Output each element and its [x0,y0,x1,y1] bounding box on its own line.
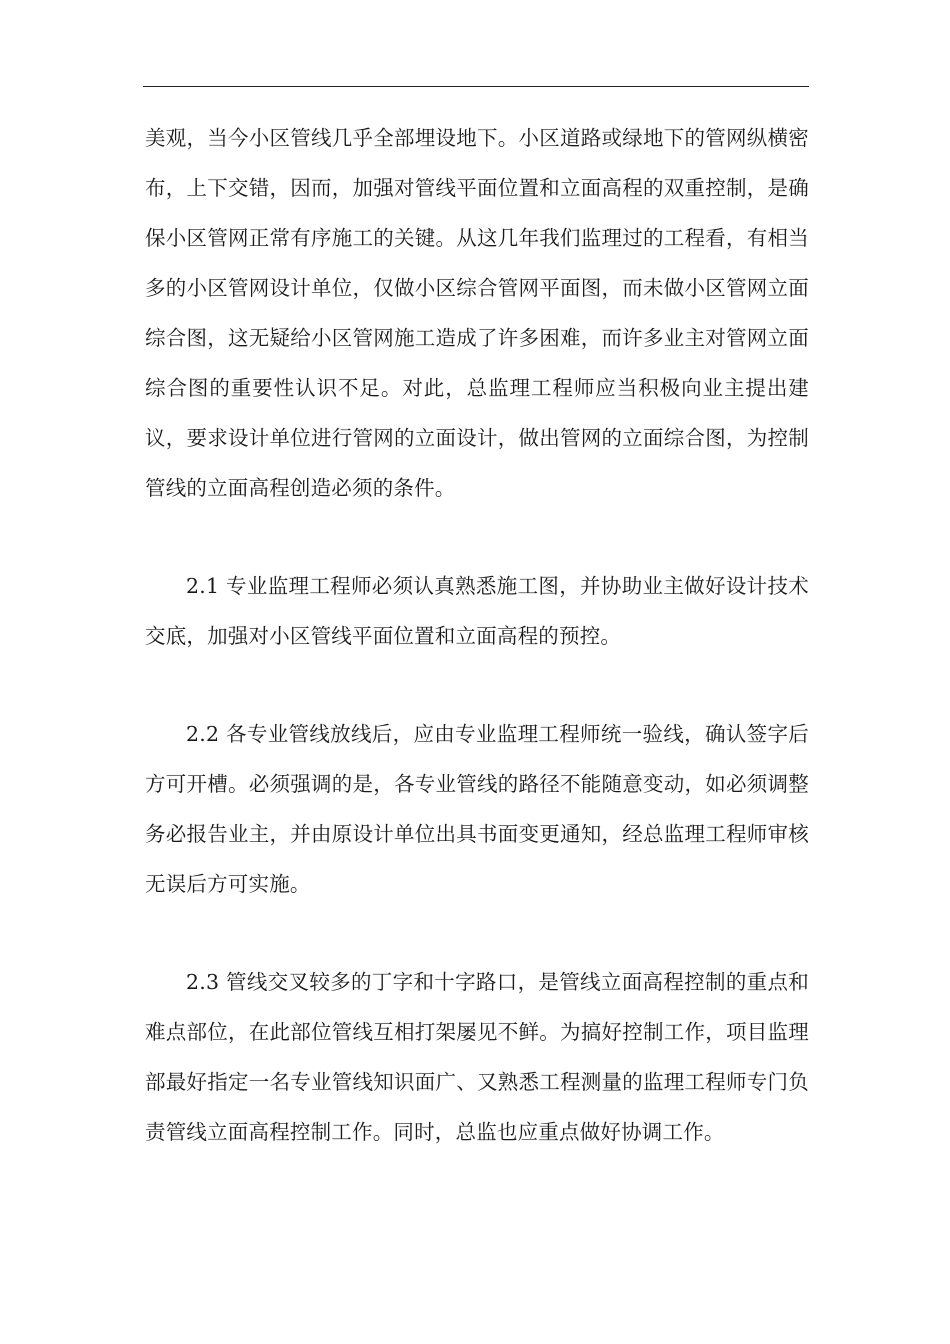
document-body [145,113,809,1157]
paragraph-2-2: 2.2 各专业管线放线后，应由专业监理工程师统一验线，确认签字后方可开槽。必须强调的是，各专业管线的路径不能随意变动，如必须调整务必报告业主，并由原设计单位出具书面变更通知，经总监理工程师审核无误后方可实施。 [145,722,809,896]
paragraph-gap [145,661,809,709]
paragraph-2-1: 2.1 专业监理工程师必须认真熟悉施工图，并协助业主做好设计技术交底，加强对小区管线平面位置和立面高程的预控。 [145,574,809,648]
paragraph-2-3: 2.3 管线交叉较多的丁字和十字路口，是管线立面高程控制的重点和难点部位，在此部位管线互相打架屡见不鲜。为搞好控制工作，项目监理部最好指定一名专业管线知识面广、又熟悉工程测量的监理工程师专门负责管线立面高程控制工作。同时，总监也应重点做好协调工作。 [145,970,809,1144]
paragraph-gap [145,909,809,957]
paragraph-gap [145,513,809,561]
header-rule [143,86,809,87]
paragraph-continuation: 美观，当今小区管线几乎全部埋设地下。小区道路或绿地下的管网纵横密布，上下交错，因而，加强对管线平面位置和立面高程的双重控制，是确保小区管网正常有序施工的关键。从这几年我们监理过的工程看，有相当多的小区管网设计单位，仅做小区综合管网平面图，而未做小区管网立面综合图，这无疑给小区管网施工造成了许多困难，而许多业主对管网立面综合图的重要性认识不足。对此，总监理工程师应当积极向业主提出建议，要求设计单位进行管网的立面设计，做出管网的立面综合图，为控制管线的立面高程创造必须的条件。 [145,126,809,500]
